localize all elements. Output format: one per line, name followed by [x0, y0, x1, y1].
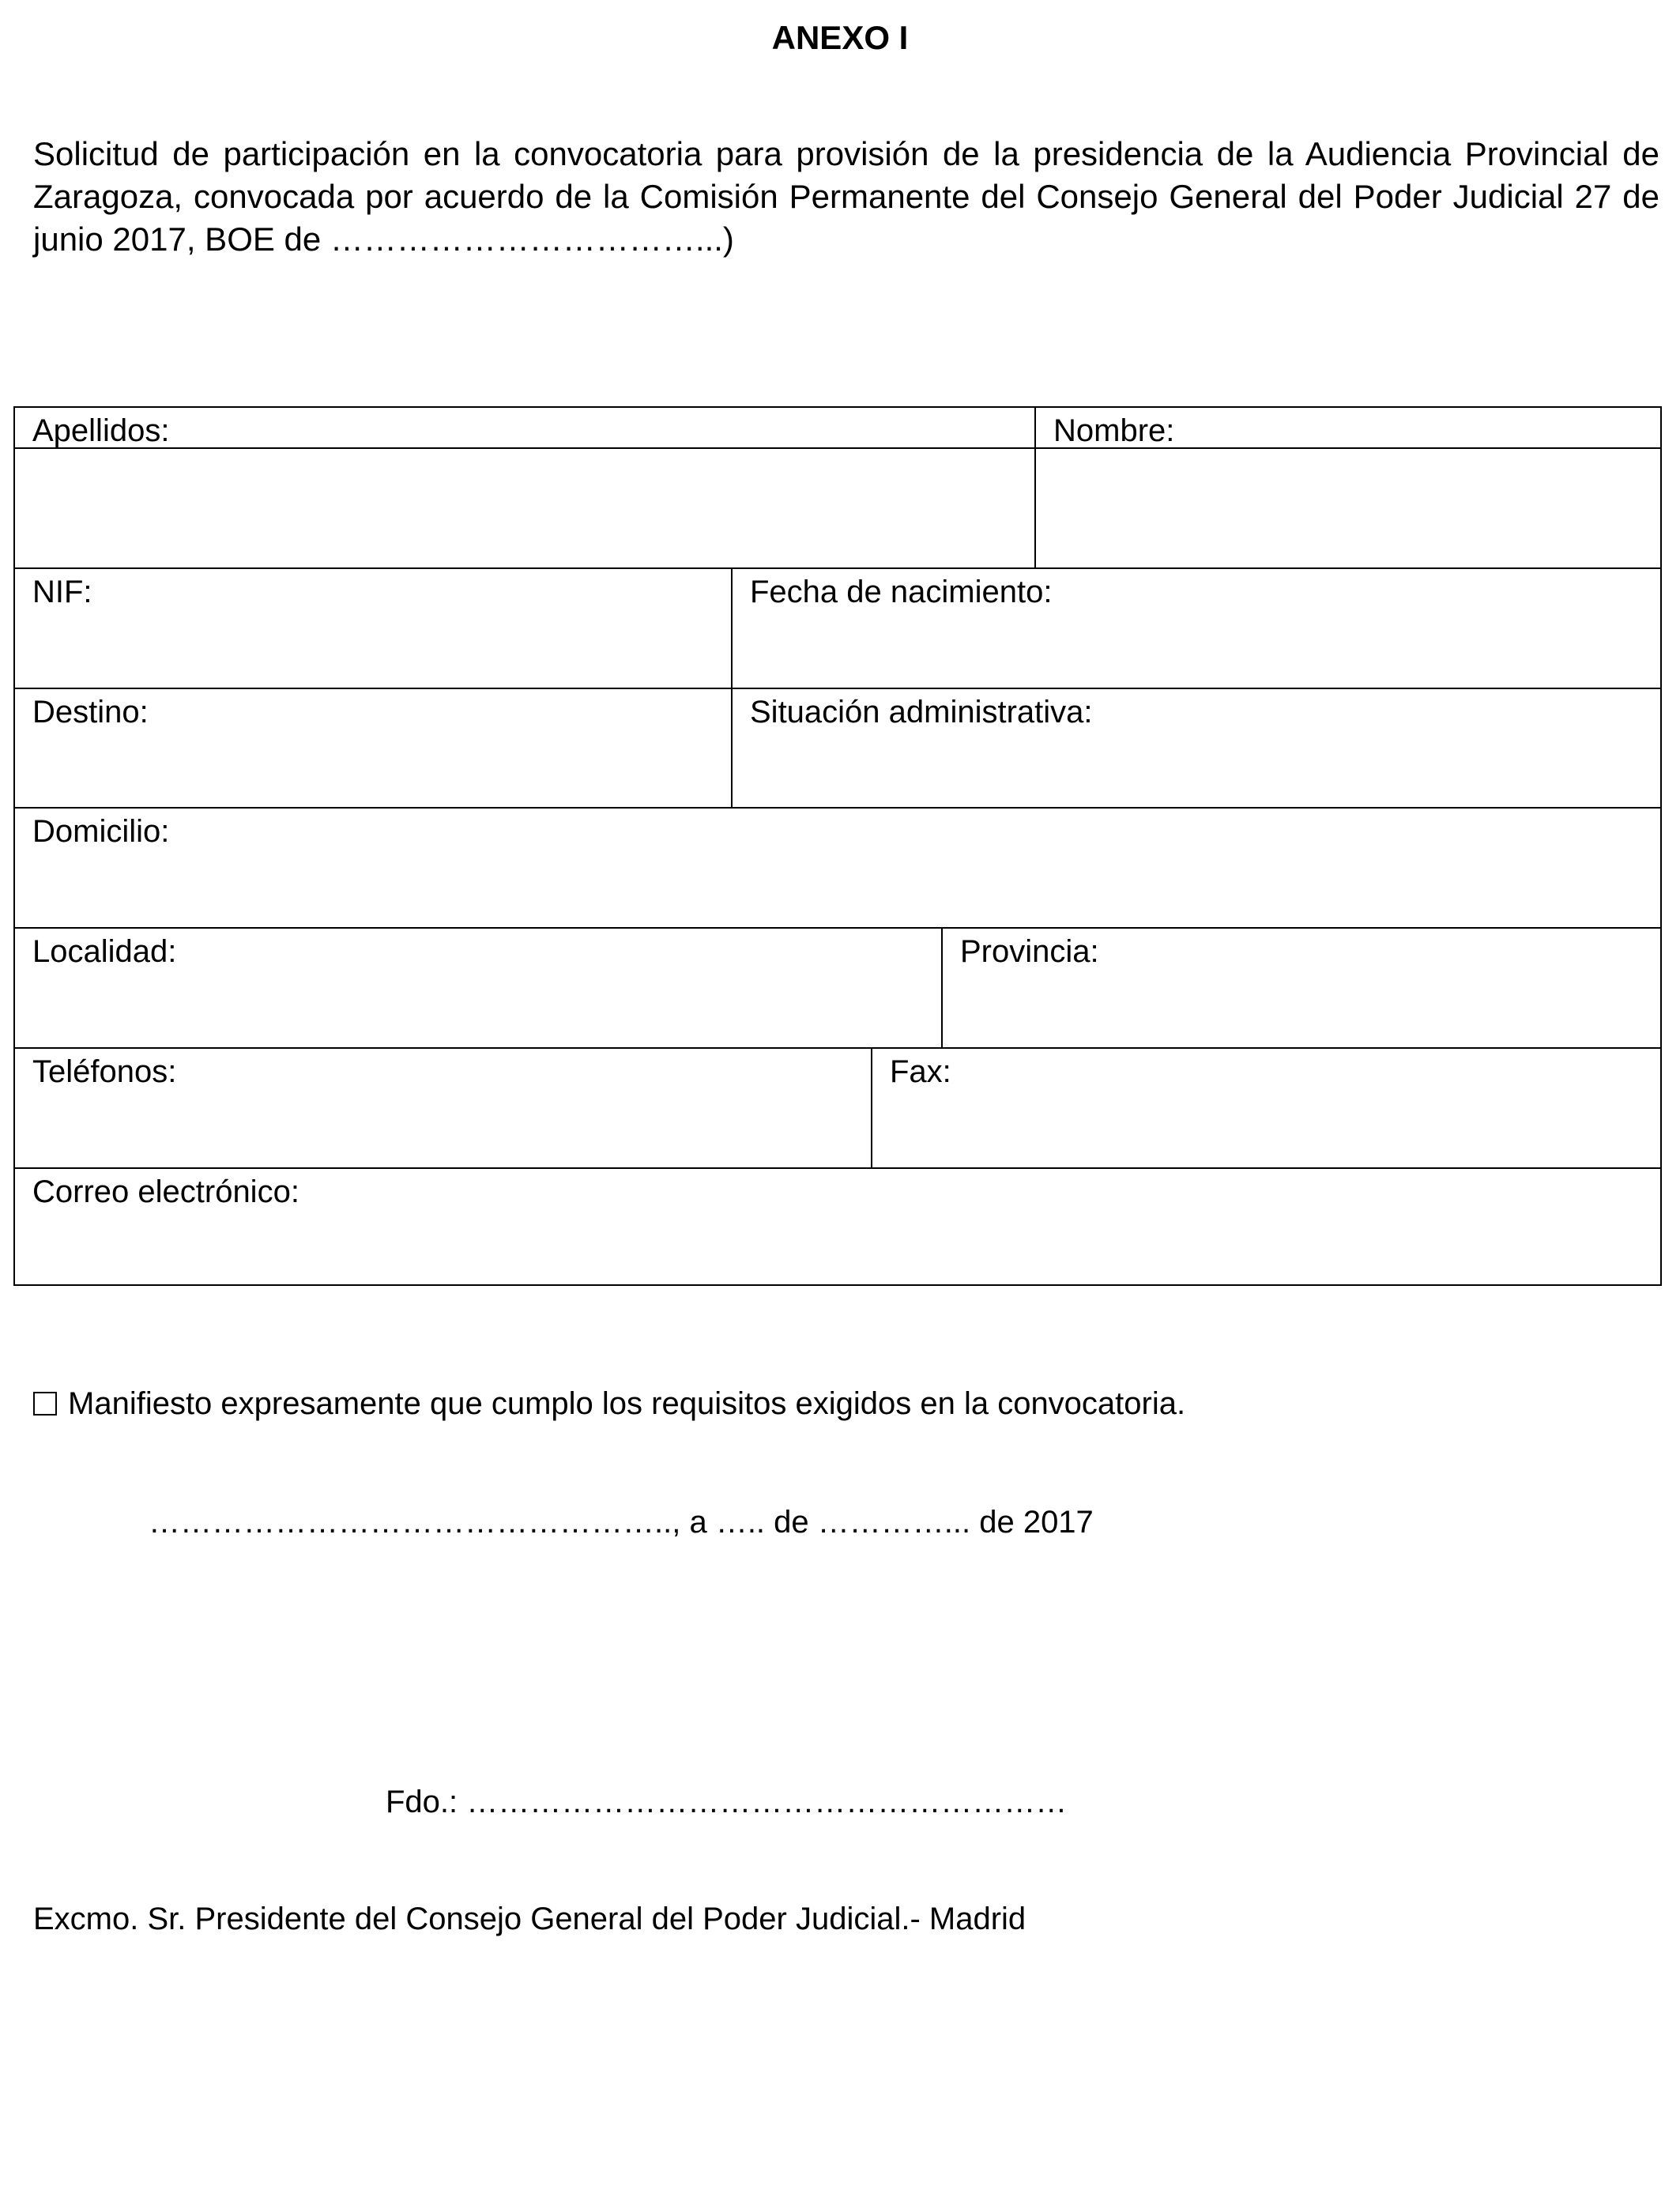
correo-electronico-label: Correo electrónico: — [32, 1174, 299, 1209]
signature-line: Fdo.: ………………………………………………… — [386, 1785, 1068, 1819]
nombre-label: Nombre: — [1053, 413, 1175, 448]
situacion-administrativa-field[interactable] — [733, 689, 1660, 807]
intro-paragraph: Solicitud de participación en la convocatoria para provisión de la presidencia de la Audiencia Provincial de Zaragoza, convocada por acuerdo de la Comisión Permanente del Consejo General del Poder Judicial 27 de junio 2017, BOE de ……………………………...) — [33, 135, 1659, 258]
nombre-field[interactable] — [1036, 449, 1660, 567]
localidad-label: Localidad: — [32, 934, 177, 969]
nif-label: NIF: — [32, 575, 92, 609]
situacion-administrativa-label: Situación administrativa: — [750, 695, 1093, 729]
domicilio-field[interactable] — [15, 809, 1660, 927]
fax-field[interactable] — [872, 1049, 1660, 1167]
declaration-checkbox[interactable] — [33, 1392, 57, 1416]
telefonos-field[interactable] — [15, 1049, 871, 1167]
place-date-line: ………………………………………….., a ….. de …………... de 2017 — [149, 1505, 1094, 1540]
destino-field[interactable] — [15, 689, 731, 807]
addressee: Excmo. Sr. Presidente del Consejo General del Poder Judicial.- Madrid — [33, 1902, 1026, 1936]
fecha-nacimiento-label: Fecha de nacimiento: — [750, 575, 1053, 609]
apellidos-label: Apellidos: — [32, 413, 170, 448]
domicilio-label: Domicilio: — [32, 814, 170, 849]
document-title: ANEXO I — [771, 19, 909, 56]
fax-label: Fax: — [890, 1054, 951, 1089]
provincia-field[interactable] — [943, 929, 1660, 1047]
fecha-nacimiento-field[interactable] — [733, 569, 1660, 688]
apellidos-field[interactable] — [15, 449, 1034, 567]
destino-label: Destino: — [32, 695, 149, 729]
telefonos-label: Teléfonos: — [32, 1054, 177, 1089]
application-form — [13, 406, 1662, 1286]
requirements-declaration — [33, 1385, 1185, 1423]
localidad-field[interactable] — [15, 929, 941, 1047]
nif-field[interactable] — [15, 569, 731, 688]
provincia-label: Provincia: — [960, 934, 1099, 969]
declaration-text: Manifiesto expresamente que cumplo los requisitos exigidos en la convocatoria. — [68, 1386, 1186, 1421]
correo-electronico-field[interactable] — [15, 1169, 1660, 1284]
